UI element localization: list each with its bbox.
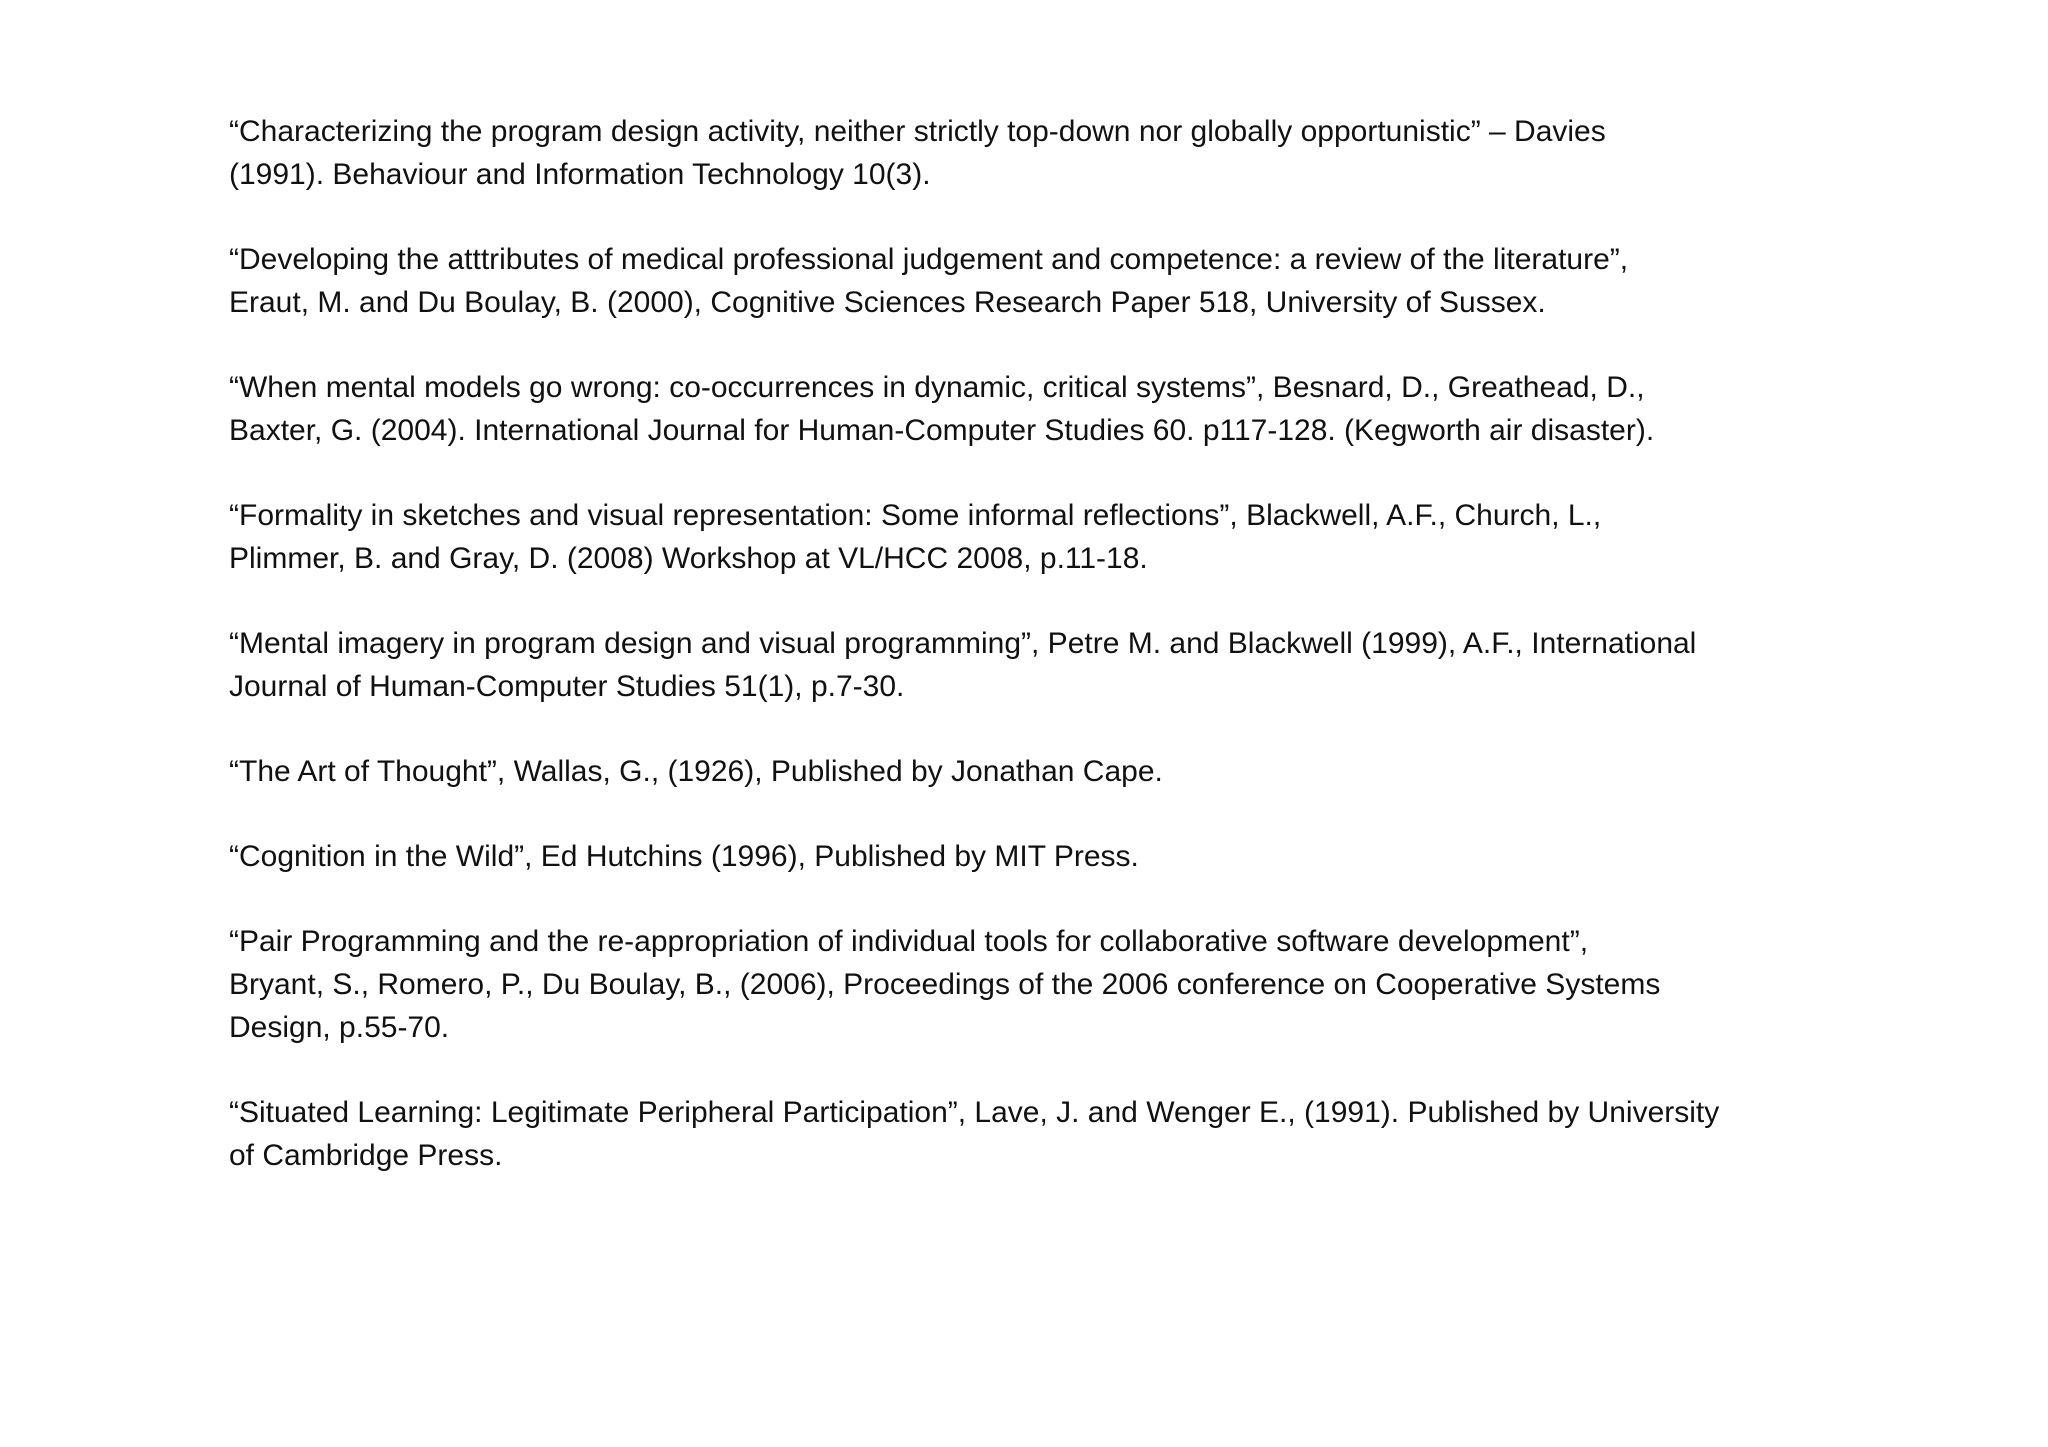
- reference-item: [229, 110, 1849, 196]
- reference-line: “Mental imagery in program design and visual programming”, Petre M. and Blackwell (1999), A.F., International: [229, 627, 1697, 660]
- reference-item: [229, 494, 1849, 580]
- reference-line: Design, p.55-70.: [229, 1011, 450, 1044]
- reference-line: “Situated Learning: Legitimate Peripheral Participation”, Lave, J. and Wenger E., (1991). Published by University: [229, 1096, 1720, 1129]
- reference-line: of Cambridge Press.: [229, 1139, 503, 1172]
- reference-line: Baxter, G. (2004). International Journal for Human-Computer Studies 60. p117-128. (Kegworth air disaster).: [229, 414, 1655, 447]
- reference-line: (1991). Behaviour and Information Technology 10(3).: [229, 158, 931, 191]
- reference-item: [229, 1091, 1849, 1177]
- reference-line: “Formality in sketches and visual representation: Some informal reflections”, Blackwell, A.F., Church, L.,: [229, 499, 1602, 532]
- reference-line: Eraut, M. and Du Boulay, B. (2000), Cognitive Sciences Research Paper 518, University of Sussex.: [229, 286, 1546, 319]
- reference-line: “Pair Programming and the re-appropriation of individual tools for collaborative software development”,: [229, 925, 1589, 958]
- reference-line: Bryant, S., Romero, P., Du Boulay, B., (2006), Proceedings of the 2006 conference on Cooperative Systems: [229, 968, 1661, 1001]
- reference-line: “Cognition in the Wild”, Ed Hutchins (1996), Published by MIT Press.: [229, 840, 1139, 873]
- reference-item: [229, 366, 1849, 452]
- reference-line: “Characterizing the program design activity, neither strictly top-down nor globally opportunistic” – Davies: [229, 115, 1606, 148]
- reference-line: Journal of Human-Computer Studies 51(1), p.7-30.: [229, 670, 905, 703]
- reference-item: [229, 238, 1849, 324]
- reference-item: [229, 622, 1849, 708]
- reference-line: “The Art of Thought”, Wallas, G., (1926), Published by Jonathan Cape.: [229, 755, 1163, 788]
- reference-item: [229, 835, 1849, 878]
- reference-item: [229, 920, 1849, 1049]
- reference-line: Plimmer, B. and Gray, D. (2008) Workshop at VL/HCC 2008, p.11-18.: [229, 542, 1148, 575]
- reference-item: [229, 750, 1849, 793]
- reference-line: “When mental models go wrong: co-occurrences in dynamic, critical systems”, Besnard, D., Greathead, D.,: [229, 371, 1645, 404]
- reference-list: [229, 110, 1849, 1177]
- reference-line: “Developing the atttributes of medical professional judgement and competence: a review of the literature”,: [229, 243, 1629, 276]
- document-page: [229, 110, 1849, 1219]
